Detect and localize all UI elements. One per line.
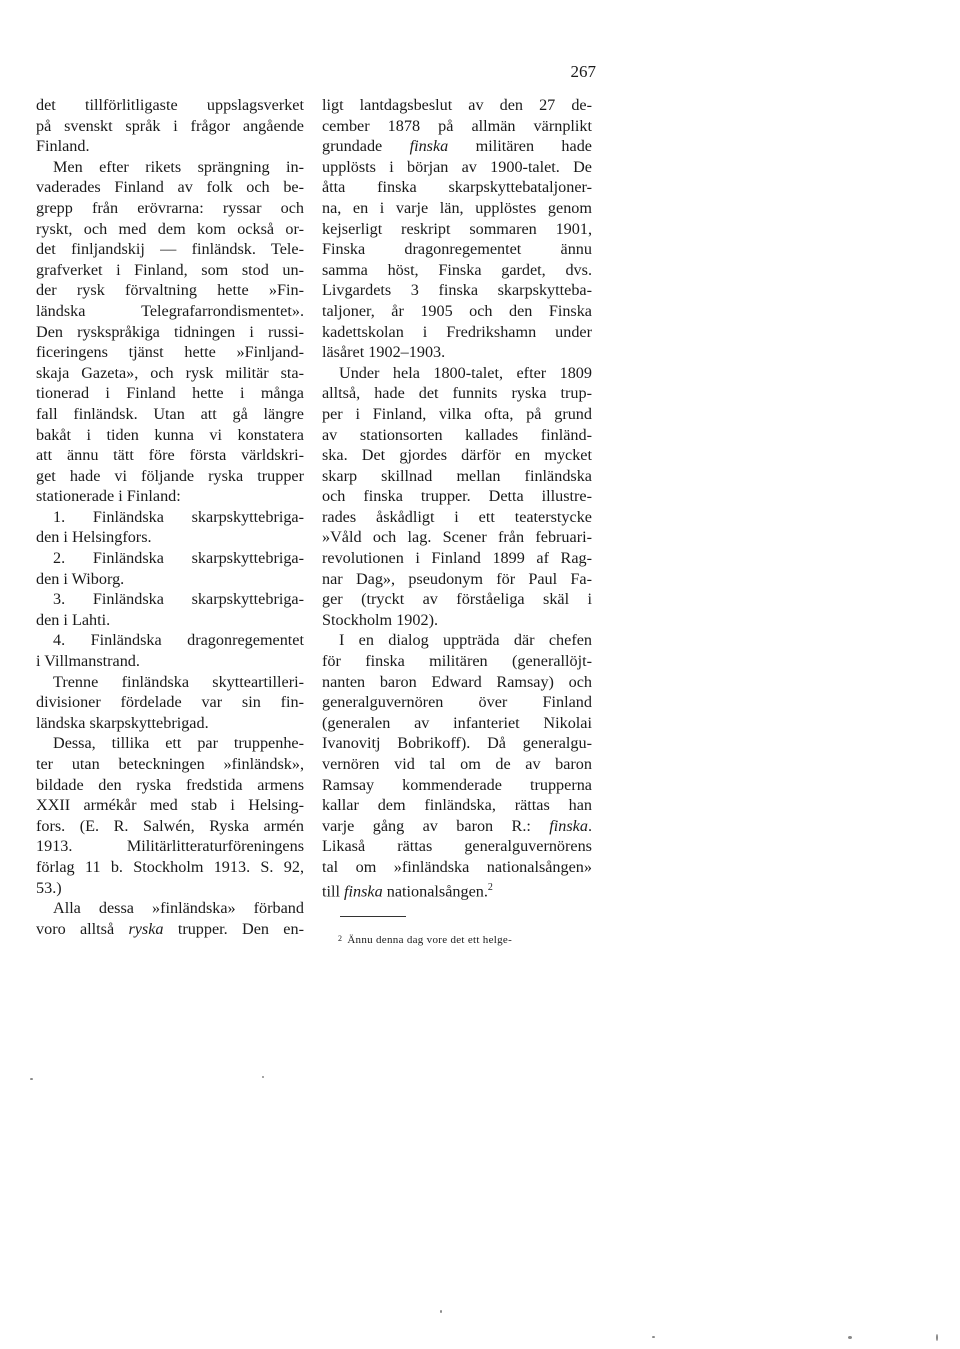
right-text-column — [322, 95, 592, 898]
text-line: i Villmanstrand. — [36, 652, 140, 671]
scan-speck — [30, 1078, 33, 1080]
left-text-column — [36, 95, 304, 939]
text-line: na, en i varje län, upplöstes genom — [322, 198, 592, 217]
text-line: grafverket i Finland, som stod un- — [36, 260, 304, 279]
text-line: der rysk förvaltning hette »Fin- — [36, 281, 304, 300]
text-line: stationerade i Finland: — [36, 487, 181, 506]
text-line: voro alltså ryska trupper. Den en- — [36, 919, 304, 938]
text-line: fall finländsk. Utan att gå längre — [36, 404, 304, 423]
text-line: Dessa, tillika ett par truppenhe- — [53, 734, 304, 753]
text-line: till finska nationalsången.$^2$ — [322, 881, 493, 900]
text-line: 1913. Militärlitteraturföreningens — [36, 837, 304, 856]
text-line: Livgardets 3 finska skarpskytteba- — [322, 281, 592, 300]
text-line: ligt lantdagsbeslut av den 27 de- — [322, 96, 592, 114]
text-line: rades åskådligt i ett teaterstycke — [322, 507, 592, 526]
text-line: I en dialog uppträda där chefen — [339, 631, 592, 650]
text-line: divisioner fördelade var sin fin- — [36, 693, 304, 712]
text-line: vernören vid tal om de av baron — [322, 755, 592, 773]
text-line: den i Wiborg. — [36, 569, 125, 588]
text-line: Finland. — [36, 137, 90, 156]
scan-speck — [936, 1334, 938, 1341]
text-line: grepp från erövrarna: ryssar och — [36, 198, 304, 217]
text-line: grundade finska militären hade — [322, 137, 592, 156]
text-line: fors. (E. R. Salwén, Ryska armén — [36, 816, 304, 835]
text-line: nanten baron Edward Ramsay) och — [322, 672, 592, 691]
text-line: ländska skarpskyttebrigad. — [36, 713, 209, 732]
text-line: per i Finland, vilka ofta, på grund — [322, 404, 592, 423]
page-number: 267 — [570, 62, 596, 81]
text-line: Under hela 1800-talet, efter 1809 — [339, 363, 592, 382]
footnote-reference: 2 — [487, 881, 493, 893]
italic-text: finska — [549, 816, 588, 835]
text-line: på svenskt språk i frågor angående — [36, 116, 304, 135]
text-line: det tillförlitligaste uppslagsverket — [36, 96, 304, 114]
text-line: Ivanovitj Bobrikoff). Då generalgu- — [322, 734, 592, 753]
footnote-text: Ännu denna dag vore det ett helge- — [347, 934, 513, 946]
text-line: kallar dem finländska, rättas han — [322, 796, 592, 815]
text-line: ska. Det gjordes därför en mycket — [322, 446, 592, 465]
text-line: alltså, hade det funnits ryska trup- — [322, 384, 592, 403]
text-line: ter utan beteckningen »finländsk», — [36, 755, 304, 773]
text-line: skaja Gazeta», och rysk militär sta- — [36, 363, 304, 382]
text-line: (generalen av infanteriet Nikolai — [322, 713, 592, 732]
text-line: bildade den ryska fredstida armens — [36, 775, 304, 794]
text-line: 53.) — [36, 878, 62, 897]
footnote — [338, 934, 512, 946]
text-line: ger (tryckt av förståeliga skäl i — [322, 590, 592, 609]
text-line: Men efter rikets sprängning in- — [53, 157, 304, 176]
text-line: förlag 11 b. Stockholm 1913. S. 92, — [36, 857, 304, 876]
text-line: varje gång av baron R.: finska. — [322, 816, 592, 835]
text-line: 2. Finländska skarpskyttebriga- — [53, 549, 304, 568]
text-line: av stationsorten kallades finländ- — [322, 425, 592, 444]
text-line: cember 1878 på allmän värnplikt — [322, 116, 592, 135]
italic-text: finska — [344, 881, 383, 900]
text-line: 1. Finländska skarpskyttebriga- — [53, 507, 304, 526]
italic-text: ryska — [128, 919, 164, 938]
text-line: Alla dessa »finländska» förband — [53, 899, 304, 918]
text-line: vaderades Finland av folk och be- — [36, 178, 304, 197]
text-line: revolutionen i Finland 1899 af Rag- — [322, 549, 592, 568]
text-line: get hade vi följande ryska trupper — [36, 466, 304, 485]
text-line: Den ryskspråkiga tidningen i russi- — [36, 322, 304, 341]
text-line: taljoner, år 1905 och den Finska — [322, 301, 592, 320]
text-line: Ramsay kommenderade trupperna — [322, 775, 592, 794]
text-line: Finska dragonregementet ännu — [322, 240, 592, 259]
text-line: kadettskolan i Fredrikshamn under — [322, 322, 592, 341]
text-line: 3. Finländska skarpskyttebriga- — [53, 590, 304, 609]
italic-text: finska — [409, 137, 449, 156]
text-line: ryskt, och med dem kom också or- — [36, 219, 304, 238]
scan-speck — [262, 1076, 264, 1078]
text-line: nar Dag», pseudonym för Paul Fa- — [322, 569, 592, 588]
text-line: det finljandskij — finländsk. Tele- — [36, 240, 304, 259]
text-line: Stockholm 1902). — [322, 610, 439, 629]
text-line: den i Lahti. — [36, 610, 111, 629]
scan-speck — [440, 1310, 442, 1313]
text-line: upplösts i början av 1900-talet. De — [322, 157, 592, 176]
footnote-mark: 2 — [338, 934, 343, 943]
text-line: tal om »finländska nationalsången» — [322, 857, 592, 876]
text-line: Likaså rättas generalguvernörens — [322, 837, 592, 856]
text-line: tionerad i Finland hette i många — [36, 384, 304, 403]
text-line: för finska militären (generallöjt- — [322, 652, 592, 671]
scan-speck — [848, 1336, 852, 1339]
text-line: kejserligt reskript sommaren 1901, — [322, 219, 592, 238]
text-line: skarp skillnad mellan finländska — [322, 466, 592, 485]
scan-speck — [652, 1336, 655, 1338]
footnote-divider — [340, 916, 406, 917]
text-line: ficeringens tjänst hette »Finljand- — [36, 343, 304, 362]
text-line: och finska trupper. Detta illustre- — [322, 487, 592, 506]
text-line: XXII armékår med stab i Helsing- — [36, 796, 304, 815]
text-line: samma höst, Finska gardet, dvs. — [322, 260, 592, 279]
text-line: den i Helsingfors. — [36, 528, 152, 547]
text-line: läsåret 1902–1903. — [322, 343, 446, 362]
text-line: åtta finska skarpskyttebataljoner- — [322, 178, 592, 197]
text-line: generalguvernören över Finland — [322, 693, 592, 712]
text-line: 4. Finländska dragonregementet — [53, 631, 304, 650]
text-line: bakåt i tiden kunna vi konstatera — [36, 425, 304, 444]
text-line: att ännu tätt före första världskri- — [36, 446, 304, 465]
text-line: »Våld och lag. Scener från februari- — [322, 528, 592, 547]
text-line: Trenne finländska skytteartilleri- — [53, 672, 304, 691]
text-line: ländska Telegrafarrondismentet». — [36, 301, 304, 320]
